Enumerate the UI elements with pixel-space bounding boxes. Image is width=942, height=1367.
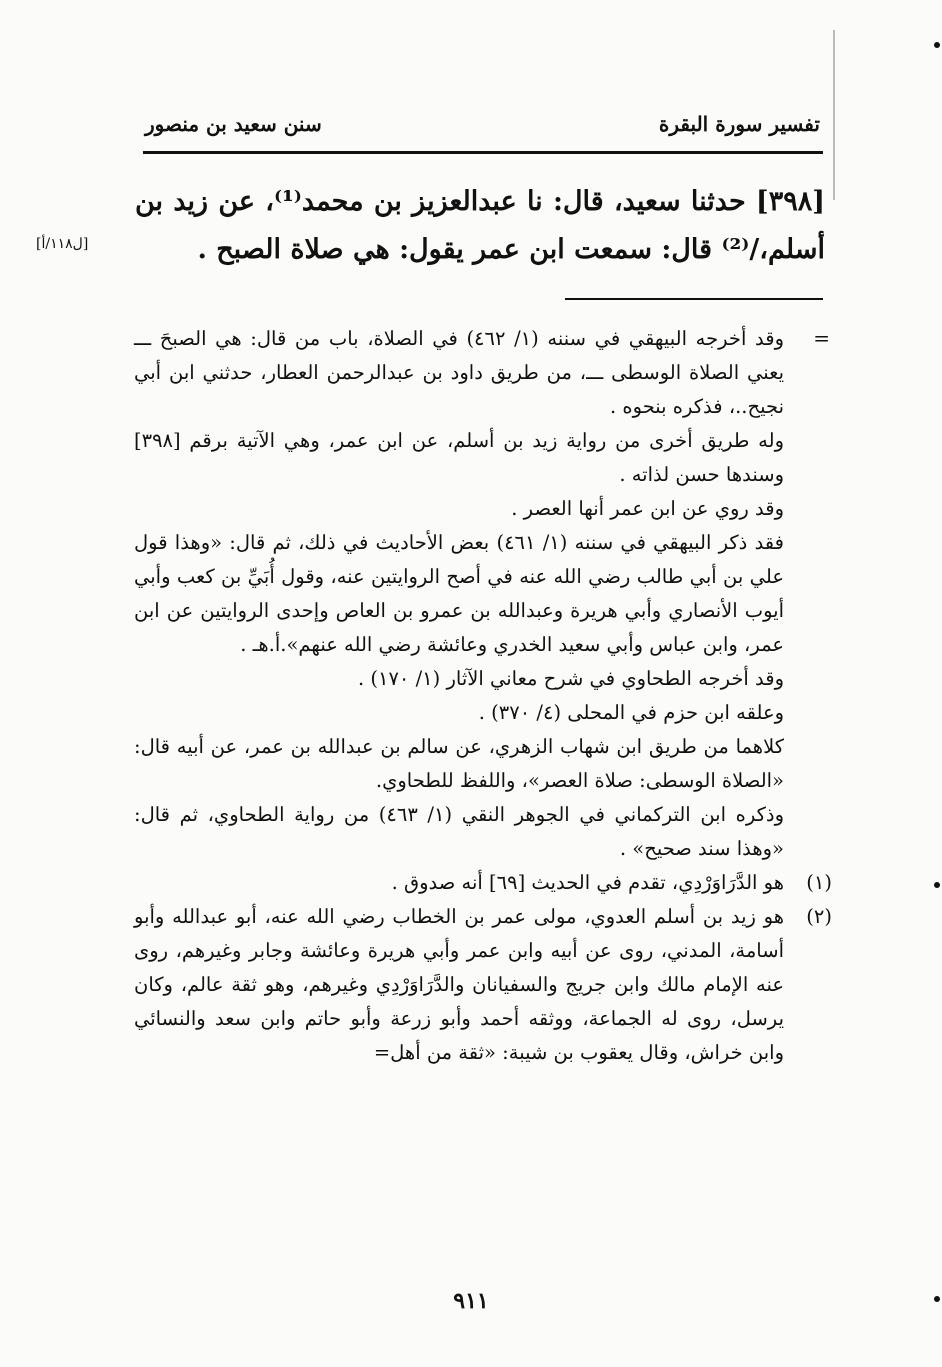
footnote-separator (565, 298, 823, 300)
margin-dot (934, 42, 940, 48)
folio-reference: [ل١١٨/أ] (36, 236, 89, 252)
note-paragraph: وقد روي عن ابن عمر أنها العصر . (511, 497, 784, 520)
note-paragraph: كلاهما من طريق ابن شهاب الزهري، عن سالم بن عبدالله بن عمر، عن أبيه قال: «الصلاة الوسطى: صلاة العصر»، واللفظ للطحاوي. (134, 735, 784, 792)
footnote-text: هو الدَّرَاوَرْدِي، تقدم في الحديث [٦٩] أنه صدوق . (391, 871, 784, 894)
footnote (134, 900, 832, 1070)
note-paragraph: وله طريق أخرى من رواية زيد بن أسلم، عن ابن عمر، وهي الآتية برقم [٣٩٨] وسندها حسن لذاته . (134, 429, 784, 486)
margin-dot (934, 882, 940, 888)
header-right-title: تفسير سورة البقرة (658, 112, 820, 136)
note-paragraph: فقد ذكر البيهقي في سننه (١/ ٤٦١) بعض الأحاديث في ذلك، ثم قال: «وهذا قول علي بن أبي طالب رضي الله عنه في أصح الروايتين عنه، وقول أُبَيِّ بن كعب وأبي أيوب الأنصاري وأبي هريرة وعبدالله بن عمرو بن العاص وإحدى الروايتين عن ابن عمر، وابن عباس وأبي سعيد الخدري وعائشة رضي الله عنهم».أ.هـ . (134, 531, 784, 656)
footnote-text: هو زيد بن أسلم العدوي، مولى عمر بن الخطاب رضي الله عنه، أبو عبدالله وأبو أسامة، المدني، روى عن أبيه وابن عمر وأبي هريرة وعائشة وجابر وغيرهم، روى عنه الإمام مالك وابن جريج والسفيانان والدَّرَاوَرْدِي وغيرهم، وهو ثقة عالم، وكان يرسل، روى له الجماعة، ووثقه أحمد وأبو زرعة وأبو حاتم وابن سعد والنسائي وابن خراش، وقال يعقوب بن شيبة: «ثقة من أهل= (134, 905, 784, 1064)
continuation-mark: = (813, 326, 830, 350)
page-number: ٩١١ (453, 1288, 489, 1314)
notes-body (134, 322, 832, 1070)
note-paragraph: وقد أخرجه البيهقي في سننه (١/ ٤٦٢) في الصلاة، باب من قال: هي الصبحَ ـــ يعني الصلاة الوسطى ـــ، من طريق داود بن عبدالرحمن العطار، حدثني ابن أبي نجيح..، فذكره بنحوه . (134, 327, 784, 418)
hadith-text: [٣٩٨] حدثنا سعيد، قال: نا عبدالعزيز بن محمد⁽¹⁾، عن زيد بن أسلم،/⁽²⁾ قال: سمعت ابن عمر يقول: هي صلاة الصبح . (135, 186, 825, 265)
page-edge-mark (833, 30, 835, 200)
footnote (134, 866, 832, 900)
note-paragraph: وقد أخرجه الطحاوي في شرح معاني الآثار (١/ ١٧٠) . (357, 667, 784, 690)
footnote-number: (١) (806, 871, 832, 894)
header-rule (143, 151, 823, 154)
note-paragraph: وعلقه ابن حزم في المحلى (٤/ ٣٧٠) . (478, 701, 784, 724)
footnote-number: (٢) (806, 905, 832, 928)
note-paragraph: وذكره ابن التركماني في الجوهر النقي (١/ ٤٦٣) من رواية الطحاوي، ثم قال: «وهذا سند صحيح» . (134, 803, 784, 860)
header-left-title: سنن سعيد بن منصور (145, 112, 322, 136)
